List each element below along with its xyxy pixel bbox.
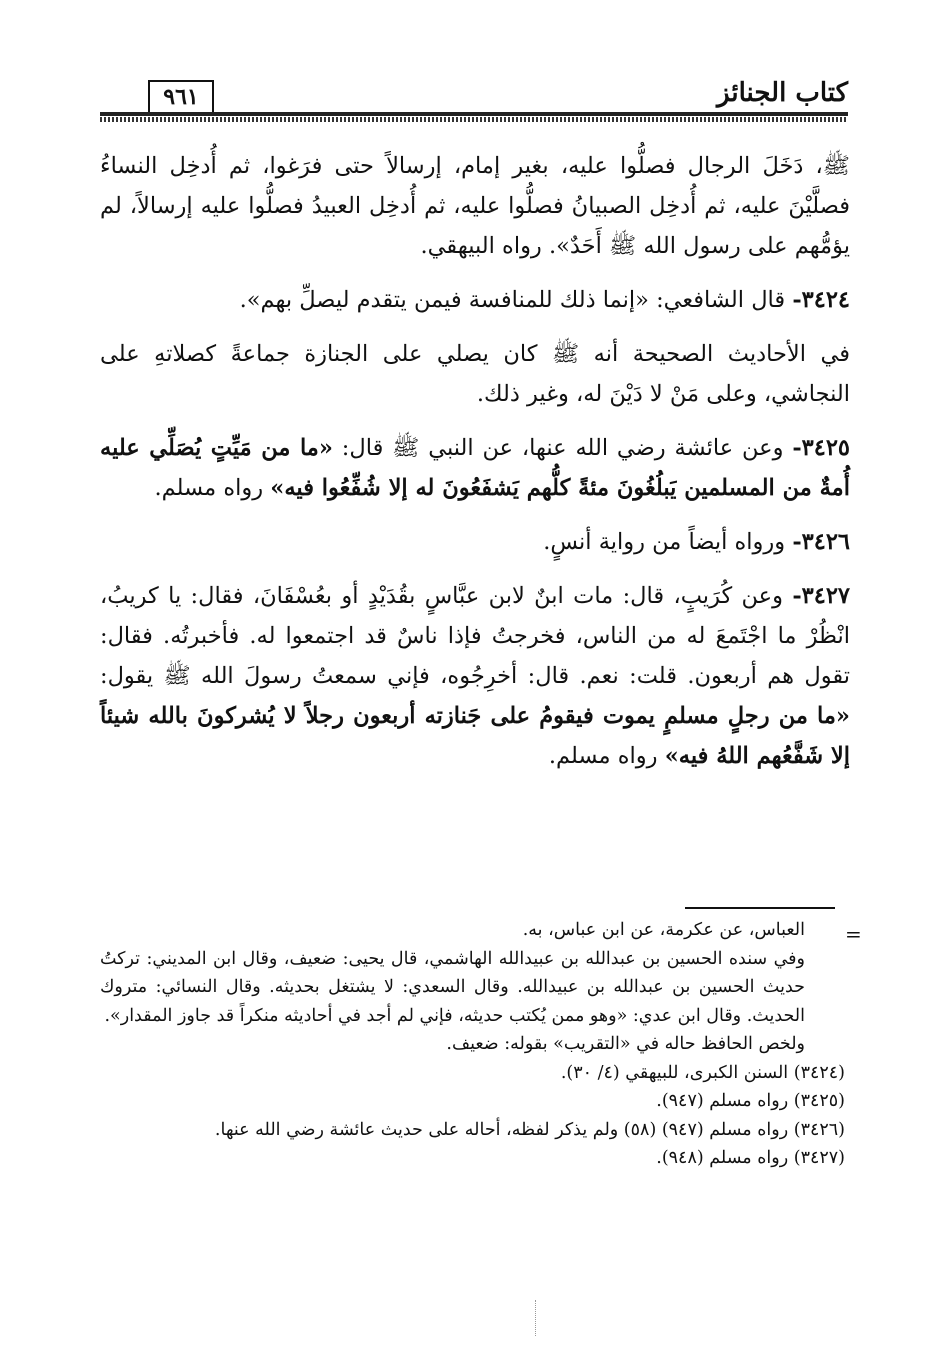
scan-mark — [535, 1300, 537, 1336]
header-rule — [100, 112, 848, 116]
hadith-number: ٣٤٢٥- — [792, 435, 850, 461]
commentary-paragraph: في الأحاديث الصحيحة أنه ﷺ كان يصلي على الجنازة جماعةً كصلاتهِ على النجاشي، وعلى مَنْ لا دَيْنَ له، وغير ذلك. — [100, 341, 850, 407]
hadith-3427 — [100, 576, 850, 776]
hadith-3425 — [100, 428, 850, 508]
hadith-number: ٣٤٢٤- — [792, 287, 850, 313]
hadith-number: ٣٤٢٦- — [792, 529, 850, 555]
footnote-ref: (٣٤٢٦) رواه مسلم (٩٤٧) (٥٨) ولم يذكر لفظه، أحاله على حديث عائشة رضي الله عنها. — [214, 1119, 845, 1140]
footnote-separator — [685, 907, 835, 909]
hadith-text: وعن عائشة رضي الله عنها، عن النبي ﷺ قال: — [341, 435, 784, 461]
page-number: ٩٦١ — [148, 80, 214, 114]
hadith-3424 — [100, 280, 850, 320]
footnote-line: ولخص الحافظ حاله في «التقريب» بقوله: ضعيف. — [446, 1034, 805, 1054]
header-rule-pattern — [100, 117, 848, 122]
hadith-text: وعن كُرَيبٍ، قال: مات ابنٌ لابن عبَّاسٍ بقُدَيْدٍ أو بعُسْفَانَ، فقال: يا كريبُ، انْظُرْ ما اجْتَمعَ له من الناس، فخرجتُ فإذا ناسٌ قد اجتمعوا له. فأخبرتُه. فقال: تقول هم أربعون. قلت: نعم. قال: أخرِجُوه، فإني سمعتُ رسولَ الله ﷺ يقول: — [100, 583, 850, 689]
hadith-3426 — [100, 522, 850, 562]
hadith-source: رواه مسلم. — [154, 475, 264, 501]
footnote-ref: (٣٤٢٧) رواه مسلم (٩٤٨). — [656, 1148, 845, 1168]
footnote-line: وفي سنده الحسين بن عبدالله بن عبيدالله الهاشمي، قال يحيى: ضعيف، وقال ابن المديني: تركتُ حديث الحسين بن عبدالله بن عبيدالله. وقال السعدي: لا يشتغل بحديثه. وقال النسائي: متروك الحديث. وقال ابن عدي: «وهو ممن يُكتب حديثه، فإني لم أجد في أحاديثه منكراً قد جاوز المقدار». — [100, 948, 805, 1026]
hadith-text: قال الشافعي: «إنما ذلك للمنافسة فيمن يتقدم ليصلِّ بهم». — [239, 287, 786, 313]
hadith-text: ورواه أيضاً من رواية أنسٍ. — [543, 529, 786, 555]
footnote-line: العباس، عن عكرمة، عن ابن عباس، به. — [522, 920, 805, 940]
main-text — [100, 146, 850, 776]
hadith-number: ٣٤٢٧- — [792, 583, 851, 609]
footnote-continuation-mark: = — [845, 922, 862, 946]
hadith-quote: «ما من رجلٍ مسلمٍ يموت فيقومُ على جَنازته أربعون رجلاً لا يُشركونَ بالله شيئاً إلا شَفَّعُهم اللهُ فيه» — [100, 703, 850, 769]
hadith-quote: «ما من مَيِّتٍ يُصَلِّي عليه أُمةٌ من المسلمين يَبلُغُونَ مئةً كلُّهم يَشفَعُونَ له إلا شُفِّعُوا فيه» — [100, 435, 850, 501]
footnote-ref: (٣٤٢٤) السنن الكبرى، للبيهقي (٤/ ٣٠). — [560, 1062, 845, 1083]
hadith-source: رواه مسلم. — [548, 743, 658, 769]
footnotes — [100, 916, 845, 1173]
page-header — [100, 78, 848, 122]
footnote-ref: (٣٤٢٥) رواه مسلم (٩٤٧). — [656, 1091, 845, 1111]
paragraph-continuation: ﷺ، دَخَلَ الرجال فصلُّوا عليه، بغير إمام، إرسالاً حتى فرَغوا، ثم أُدخِل النساءُ فصلَّيْنَ عليه، ثم أُدخِل الصبيانُ فصلُّوا عليه، ثم أُدخِل العبيدُ فصلُّوا عليه إرسالاً، لم يؤمُّهم على رسول الله ﷺ أَحَدٌ». رواه البيهقي. — [100, 153, 850, 259]
book-title: كتاب الجنائز — [717, 78, 848, 108]
